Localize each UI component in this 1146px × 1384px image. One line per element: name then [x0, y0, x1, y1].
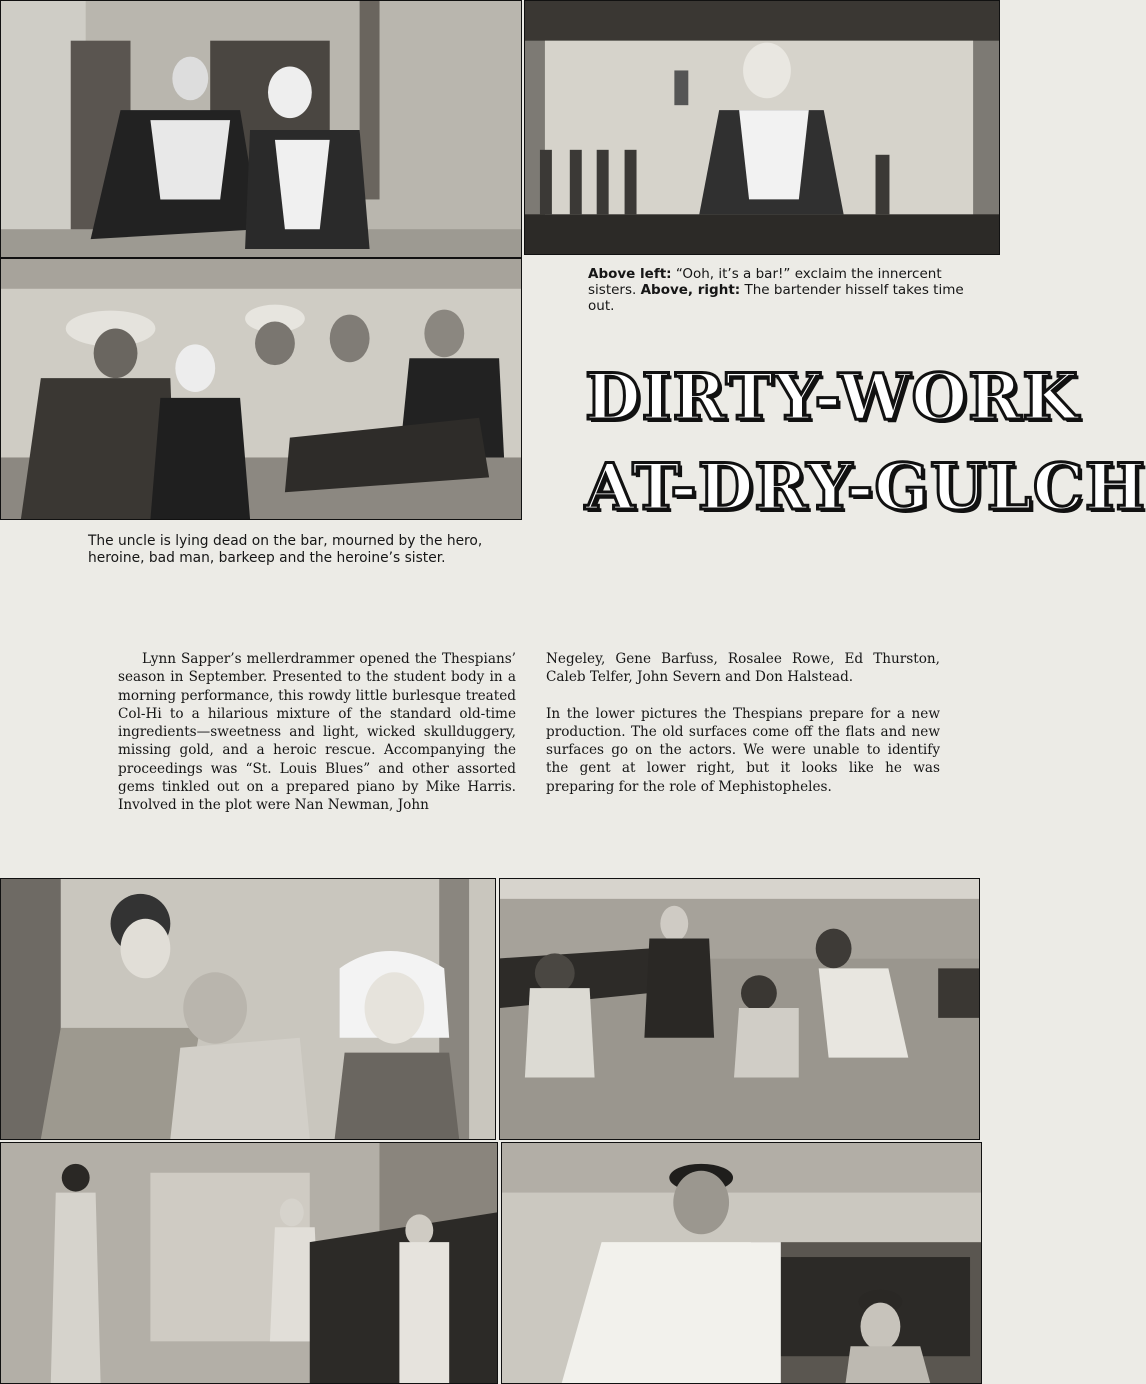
caption-above	[588, 266, 984, 314]
caption-uncle: The uncle is lying dead on the bar, mourned by the hero, heroine, bad man, barkeep and the heroine’s sister.	[88, 533, 483, 566]
uncle-on-bar-photo	[0, 258, 522, 520]
hosing-wall-photo	[0, 1142, 498, 1384]
caption-label-left: Above left:	[588, 266, 672, 282]
article-column-left	[118, 650, 516, 815]
title-line-1: DIRTY-WORK	[585, 360, 1079, 435]
article-paragraph-2: Negeley, Gene Barfuss, Rosalee Rowe, Ed Thurston, Caleb Telfer, John Severn and Don Halstead.	[546, 651, 940, 686]
article-column-right	[546, 650, 940, 796]
caption-label-right: Above, right:	[640, 282, 741, 298]
sisters-photo	[0, 0, 522, 258]
makeup-room-photo	[0, 878, 496, 1140]
washing-flats-photo	[499, 878, 980, 1140]
caption-text-right: The bartender hisself takes time out.	[588, 282, 964, 314]
article-paragraph-3: In the lower pictures the Thespians prepare for a new production. The old surfaces come off the flats and new surfaces go on the actors. We were unable to identify the gent at lower right, but it looks like he was preparing for the role of Mephistopheles.	[546, 705, 940, 795]
title-line-2: AT-DRY-GULCH	[585, 450, 1146, 525]
article-paragraph-1: Lynn Sapper’s mellerdrammer opened the Thespians’ season in September. Presented to the student body in a morning performance, this rowdy little burlesque treated Col-Hi to a hilarious mixture of the standard old-time ingredients—sweetness and light, wicked skullduggery, missing gold, and a heroic rescue. Accompanying the proceedings was “St. Louis Blues” and other assorted gems tinkled out on a prepared piano by Mike Harris. Involved in the plot were Nan Newman, John	[118, 651, 516, 814]
caption-text-left: “Ooh, it’s a bar!” exclaim the innercent sisters.	[588, 266, 942, 298]
bartender-photo	[524, 0, 1000, 255]
mephistopheles-photo	[501, 1142, 982, 1384]
